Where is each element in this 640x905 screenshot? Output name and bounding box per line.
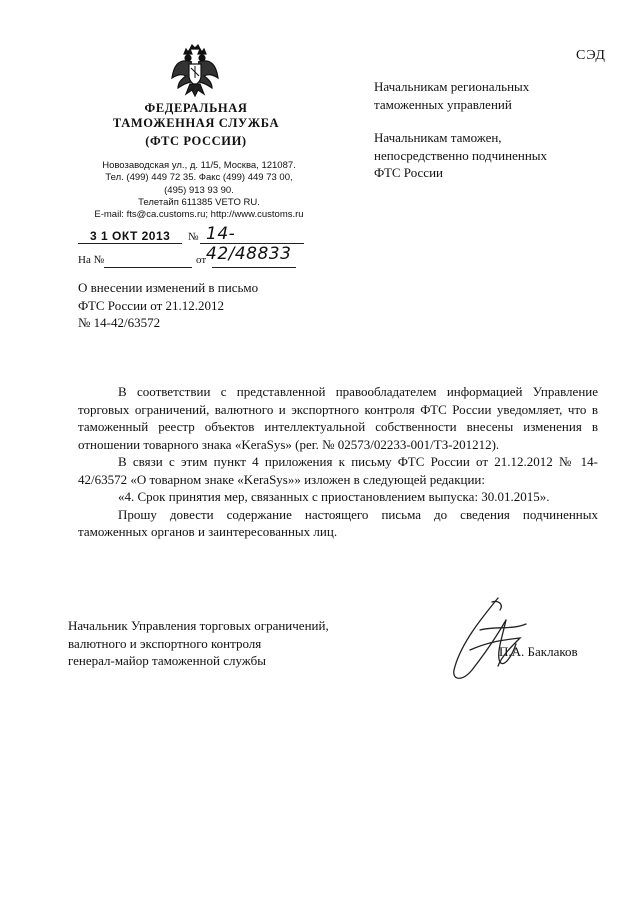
address-line: Телетайп 611385 VETO RU. bbox=[138, 196, 260, 208]
reference-number-label: На № bbox=[78, 254, 105, 266]
addressee-line: ФТС России bbox=[374, 165, 443, 180]
sed-mark: СЭД bbox=[576, 48, 606, 63]
address-line: E-mail: fts@ca.customs.ru; http://www.customs.ru bbox=[94, 209, 304, 221]
org-abbreviation: (ФТС РОССИИ) bbox=[145, 134, 247, 148]
reference-date-label: от bbox=[196, 254, 207, 266]
addressee-group-regional bbox=[374, 78, 547, 113]
handwritten-signature bbox=[440, 590, 550, 690]
coat-of-arms-icon bbox=[170, 44, 220, 98]
addressee-line: Начальникам региональных bbox=[374, 79, 530, 94]
date-underline bbox=[78, 243, 182, 244]
addressee-group-customs bbox=[374, 129, 547, 182]
letter-body bbox=[78, 383, 598, 541]
number-label: № bbox=[188, 231, 199, 243]
body-paragraph: Прошу довести содержание настоящего письма до сведения подчиненных таможенных органов и заинтересованных лиц. bbox=[78, 506, 598, 539]
reference-line bbox=[78, 254, 308, 274]
signer-title bbox=[68, 617, 329, 670]
document-number: 14-42/48833 bbox=[206, 224, 292, 264]
sender-organization bbox=[96, 101, 296, 149]
body-paragraph: В соответствии с представленной правообладателем информацией Управление торговых ограничений, валютного и экспортного контроля ФТС России уведомляет, что в таможенный реестр объектов интеллектуальной собственности внесены изменения в отношении товарного знака «KeraSys» (рег. № 02573/02233-001/ТЗ-201212). bbox=[78, 384, 598, 452]
signer-title-line: генерал-майор таможенной службы bbox=[68, 653, 266, 668]
reference-date-blank bbox=[212, 267, 296, 268]
body-paragraph: В связи с этим пункт 4 приложения к письму ФТС России от 21.12.2012 № 14-42/63572 «О товарном знаке «KeraSys»» изложен в следующей редакции: bbox=[78, 454, 598, 487]
addressee-line: Начальникам таможен, bbox=[374, 130, 502, 145]
addressee-line: таможенных управлений bbox=[374, 96, 512, 112]
document-date-stamp: 3 1 ОКТ 2013 bbox=[90, 229, 171, 243]
signer-title-line: Начальник Управления торговых ограничений, bbox=[68, 618, 329, 633]
address-line: Тел. (499) 449 72 35. Факс (499) 449 73 00, bbox=[105, 172, 293, 184]
subject-line: ФТС России от 21.12.2012 bbox=[78, 297, 225, 313]
subject-line: О внесении изменений в письмо bbox=[78, 280, 259, 295]
number-underline bbox=[200, 243, 304, 244]
address-line: Новозаводская ул., д. 11/5, Москва, 121087. bbox=[102, 160, 296, 171]
sender-address bbox=[86, 160, 312, 221]
org-name-line1: ФЕДЕРАЛЬНАЯ bbox=[144, 101, 248, 115]
letter-subject bbox=[78, 279, 258, 332]
subject-line: № 14-42/63572 bbox=[78, 315, 161, 330]
signer-title-line: валютного и экспортного контроля bbox=[68, 635, 262, 651]
body-quote: «4. Срок принятия мер, связанных с приостановлением выпуска: 30.01.2015». bbox=[118, 489, 550, 504]
addressees-block bbox=[374, 78, 547, 182]
signer-name: П.А. Баклаков bbox=[499, 644, 578, 659]
org-name-line2: ТАМОЖЕННАЯ СЛУЖБА bbox=[112, 116, 280, 130]
address-line: (495) 913 93 90. bbox=[164, 184, 234, 196]
reference-number-blank bbox=[104, 267, 192, 268]
addressee-line: непосредственно подчиненных bbox=[374, 147, 548, 163]
